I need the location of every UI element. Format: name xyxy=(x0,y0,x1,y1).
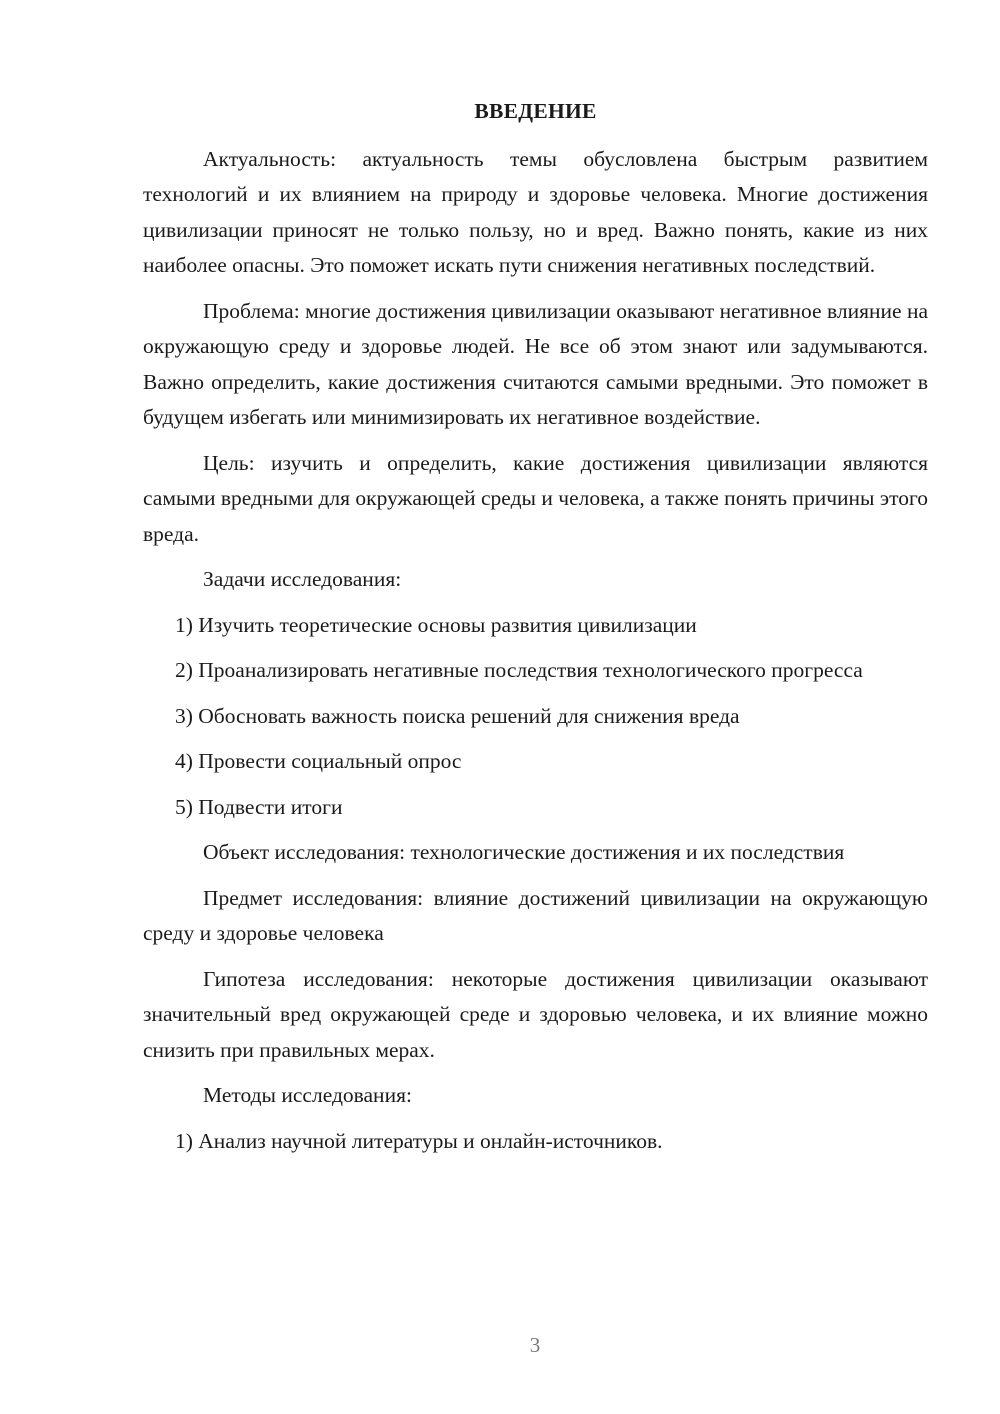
task-item-4: 4) Провести социальный опрос xyxy=(175,749,462,773)
section-title: ВВЕДЕНИЕ xyxy=(474,99,597,123)
task-item-1: 1) Изучить теоретические основы развития цивилизации xyxy=(175,612,697,637)
problem-paragraph: Проблема: многие достижения цивилизации оказывают негативное влияние на окружающую среду и здоровье людей. Не все об этом знают или задумываются. Важно определить, какие достижения считаются самыми вредными. Это поможет в будущем избегать или минимизировать их негативное воздействие. xyxy=(143,298,928,429)
goal-paragraph: Цель: изучить и определить, какие достижения цивилизации являются самыми вредными для окружающей среды и человека, а также понять причины этого вреда. xyxy=(143,450,928,546)
subject-paragraph: Предмет исследования: влияние достижений цивилизации на окружающую среду и здоровье человека xyxy=(143,885,928,945)
object-paragraph: Объект исследования: технологические достижения и их последствия xyxy=(203,840,845,864)
tasks-heading: Задачи исследования: xyxy=(203,567,402,591)
task-item-2: 2) Проанализировать негативные последствия технологического прогресса xyxy=(175,658,863,682)
task-item-5: 5) Подвести итоги xyxy=(175,794,343,819)
page-content xyxy=(143,94,928,1169)
hypothesis-paragraph: Гипотеза исследования: некоторые достижения цивилизации оказывают значительный вред окружающей среде и здоровью человека, и их влияние можно снизить при правильных мерах. xyxy=(143,966,928,1062)
relevance-paragraph: Актуальность: актуальность темы обусловлена быстрым развитием технологий и их влиянием на природу и здоровье человека. Многие достижения цивилизации приносят не только пользу, но и вред. Важно понять, какие из них наиболее опасны. Это поможет искать пути снижения негативных последствий. xyxy=(143,146,928,277)
methods-heading: Методы исследования: xyxy=(203,1083,412,1107)
method-item-1: 1) Анализ научной литературы и онлайн-источников. xyxy=(175,1128,663,1153)
page-number: 3 xyxy=(529,1333,541,1357)
task-item-3: 3) Обосновать важность поиска решений для снижения вреда xyxy=(175,703,740,728)
